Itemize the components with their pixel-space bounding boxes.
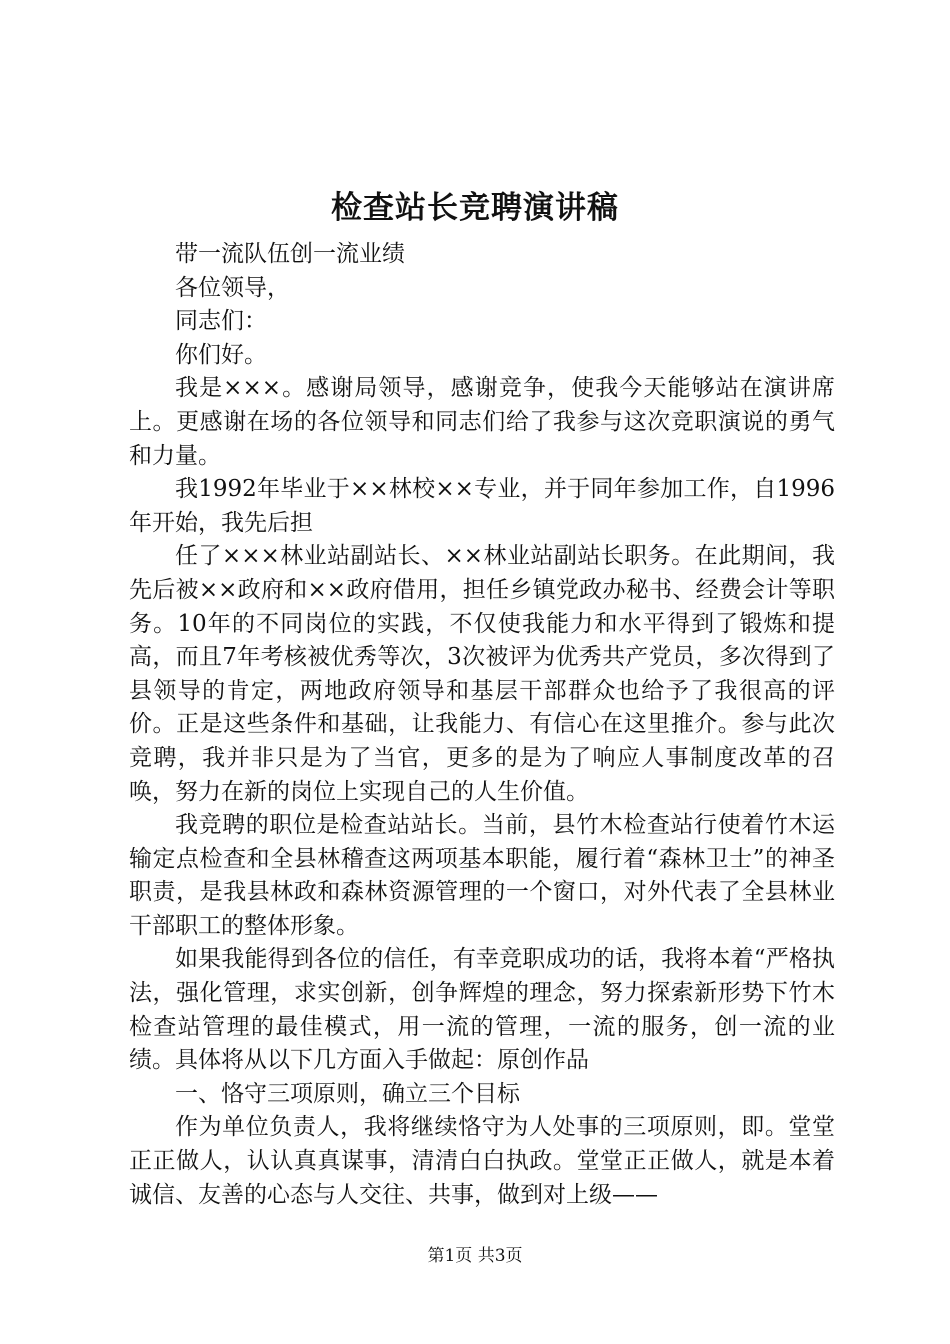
paragraph-background: 我1992年毕业于××林校××专业，并于同年参加工作，自1996年开始，我先后担	[129, 476, 835, 536]
paragraph-intro: 我是×××。感谢局领导，感谢竞争，使我今天能够站在演讲席上。更感谢在场的各位领导和同志们给了我参与这次竞职演说的勇气和力量。	[129, 375, 835, 469]
document-title: 检查站长竞聘演讲稿	[331, 190, 619, 226]
paragraph-commitment: 如果我能得到各位的信任，有幸竞职成功的话，我将本着“严格执法，强化管理，求实创新，创争辉煌的理念，努力探索新形势下竹木检查站管理的最佳模式，用一流的管理，一流的服务，创一流的业绩。具体将从以下几方面入手做起：原创作品	[129, 946, 835, 1074]
salutation-leaders: 各位领导，	[175, 274, 290, 301]
salutation-comrades: 同志们：	[175, 308, 267, 335]
page-footer: 第1页 共3页	[427, 1246, 523, 1266]
subtitle-paragraph: 带一流队伍创一流业绩	[175, 241, 405, 267]
paragraph-principles: 作为单位负责人，我将继续恪守为人处事的三项原则，即。堂堂正正做人，认认真真谋事，清清白白执政。堂堂正正做人，就是本着诚信、友善的心态与人交往、共事，做到对上级——	[129, 1114, 835, 1208]
document-body	[129, 238, 835, 1212]
paragraph-position: 我竞聘的职位是检查站站长。当前，县竹木检查站行使着竹木运输定点检查和全县林稽查这两项基本职能，履行着“森林卫士”的神圣职责，是我县林政和森林资源管理的一个窗口，对外代表了全县林业干部职工的整体形象。	[129, 812, 835, 939]
paragraph-experience: 任了×××林业站副站长、××林业站副站长职务。在此期间，我先后被××政府和××政府借用，担任乡镇党政办秘书、经费会计等职务。10年的不同岗位的实践，不仅使我能力和水平得到了锻炼和提高，而且7年考核被优秀等次，3次被评为优秀共产党员，多次得到了县领导的肯定，两地政府领导和基层干部群众也给予了我很高的评价。正是这些条件和基础，让我能力、有信心在这里推介。参与此次竞聘，我并非只是为了当官，更多的是为了响应人事制度改革的召唤，努力在新的岗位上实现自己的人生价值。	[129, 543, 835, 805]
greeting: 你们好。	[175, 341, 267, 368]
section-heading-1: 一、恪守三项原则，确立三个目标	[175, 1080, 520, 1107]
